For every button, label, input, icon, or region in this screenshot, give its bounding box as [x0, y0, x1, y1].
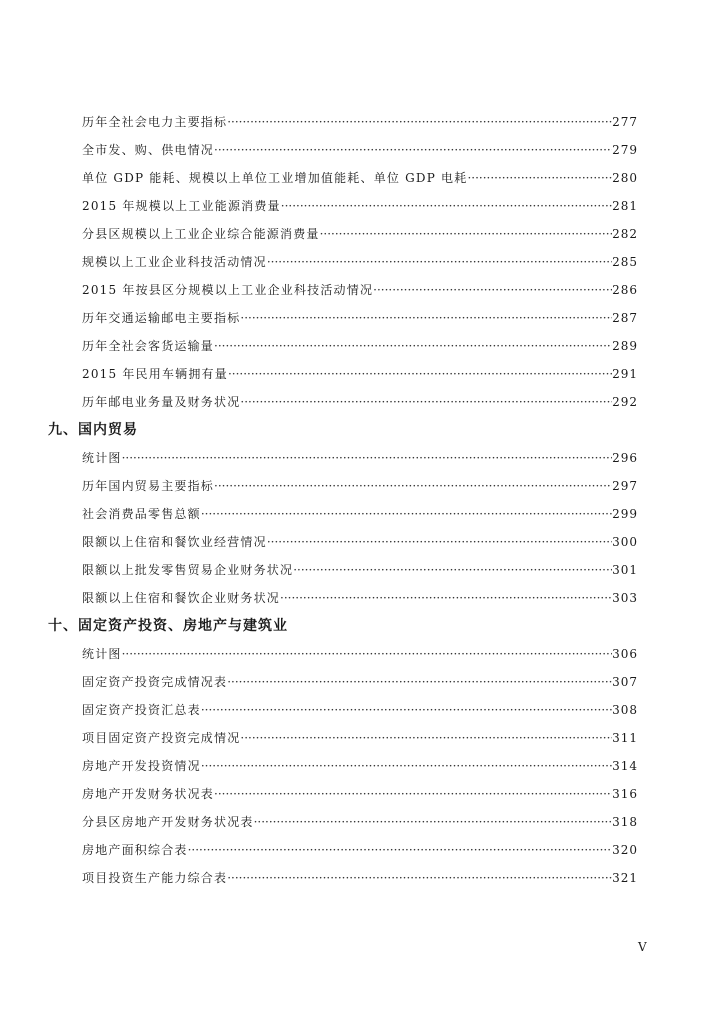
toc-leader-dots [267, 255, 612, 269]
toc-entry-title: 2015 年按县区分规模以上工业企业科技活动情况 [82, 283, 374, 297]
toc-entry-title: 规模以上工业企业科技活动情况 [82, 255, 267, 269]
toc-entry [82, 197, 638, 217]
toc-leader-dots [214, 787, 612, 801]
toc-leader-dots [188, 843, 612, 857]
toc-entry [82, 701, 638, 721]
toc-entry-page: 321 [612, 871, 638, 885]
toc-entry-page: 314 [612, 759, 638, 773]
toc-leader-dots [122, 451, 612, 465]
toc-entry [82, 337, 638, 357]
toc-entry-title: 全市发、购、供电情况 [82, 143, 215, 157]
toc-entry-title: 房地产开发财务状况表 [82, 787, 215, 801]
toc-entry-title: 房地产开发投资情况 [82, 759, 201, 773]
toc-entry [82, 673, 638, 693]
toc-leader-dots [227, 115, 612, 129]
toc-entry-title: 历年国内贸易主要指标 [82, 479, 215, 493]
toc-leader-dots [228, 367, 612, 381]
toc-entry [82, 841, 638, 861]
toc-entry [82, 869, 638, 889]
toc-entry-page: 282 [612, 227, 638, 241]
page-number: V [638, 940, 647, 954]
toc-entry [82, 141, 638, 161]
toc-entry-page: 292 [612, 395, 638, 409]
toc-entry [82, 169, 638, 189]
toc-leader-dots [267, 535, 612, 549]
toc-entry-title: 项目固定资产投资完成情况 [82, 731, 241, 745]
toc-entry-page: 279 [612, 143, 638, 157]
toc-entry-title: 历年全社会客货运输量 [82, 339, 215, 353]
toc-entry-page: 318 [612, 815, 638, 829]
toc-entry [82, 477, 638, 497]
toc-entry-title: 分县区房地产开发财务状况表 [82, 815, 254, 829]
toc-entry [82, 589, 638, 609]
toc-entry-page: 289 [612, 339, 638, 353]
toc-entry [82, 281, 638, 301]
toc-leader-dots [214, 339, 612, 353]
toc-entry-page: 311 [612, 731, 638, 745]
toc-leader-dots [320, 227, 612, 241]
toc-leader-dots [280, 591, 612, 605]
toc-entry-title: 历年邮电业务量及财务状况 [82, 395, 241, 409]
toc-leader-dots [240, 395, 612, 409]
toc-entry-title: 项目投资生产能力综合表 [82, 871, 228, 885]
toc-entry-page: 286 [612, 283, 638, 297]
toc-entry-title: 固定资产投资汇总表 [82, 703, 201, 717]
toc-entry [82, 113, 638, 133]
toc-entry-page: 303 [612, 591, 638, 605]
toc-entry [82, 253, 638, 273]
toc-entry [82, 561, 638, 581]
toc-entry-page: 277 [612, 115, 638, 129]
toc-entry-page: 301 [612, 563, 638, 577]
toc-entry-page: 299 [612, 507, 638, 521]
toc-entry-title: 分县区规模以上工业企业综合能源消费量 [82, 227, 320, 241]
toc-entry-page: 280 [612, 171, 638, 185]
toc-entry-title: 历年交通运输邮电主要指标 [82, 311, 241, 325]
toc-leader-dots [214, 479, 612, 493]
toc-leader-dots [227, 675, 612, 689]
toc-entry-page: 316 [612, 787, 638, 801]
toc-entry-page: 320 [612, 843, 638, 857]
toc-leader-dots [214, 143, 612, 157]
toc-entry [82, 729, 638, 749]
toc-leader-dots [201, 759, 612, 773]
toc-entry-title: 单位 GDP 能耗、规模以上单位工业增加值能耗、单位 GDP 电耗 [82, 171, 468, 185]
toc-entry [82, 533, 638, 553]
toc-entry-page: 306 [612, 647, 638, 661]
toc-entry-page: 308 [612, 703, 638, 717]
toc-entry [82, 785, 638, 805]
section-heading-fixed-assets: 十、固定资产投资、房地产与建筑业 [48, 618, 288, 634]
toc-entry [82, 309, 638, 329]
toc-entry [82, 393, 638, 413]
toc-entry [82, 645, 638, 665]
toc-entry-page: 296 [612, 451, 638, 465]
toc-leader-dots [240, 311, 612, 325]
toc-entry-page: 287 [612, 311, 638, 325]
toc-entry [82, 813, 638, 833]
toc-entry-title: 2015 年民用车辆拥有量 [82, 367, 228, 381]
toc-entry-page: 307 [612, 675, 638, 689]
toc-entry-page: 300 [612, 535, 638, 549]
toc-leader-dots [281, 199, 612, 213]
toc-entry-title: 社会消费品零售总额 [82, 507, 201, 521]
toc-entry-title: 房地产面积综合表 [82, 843, 188, 857]
toc-leader-dots [240, 731, 612, 745]
toc-entry [82, 449, 638, 469]
toc-entry-title: 限额以上住宿和餐饮企业财务状况 [82, 591, 281, 605]
toc-leader-dots [467, 171, 612, 185]
toc-leader-dots [201, 507, 612, 521]
toc-leader-dots [254, 815, 612, 829]
toc-entry-page: 291 [612, 367, 638, 381]
toc-entry-page: 297 [612, 479, 638, 493]
toc-leader-dots [201, 703, 612, 717]
toc-entry-title: 历年全社会电力主要指标 [82, 115, 228, 129]
toc-entry-title: 统计图 [82, 647, 122, 661]
toc-entry [82, 757, 638, 777]
toc-leader-dots [373, 283, 612, 297]
toc-entry-title: 限额以上住宿和餐饮业经营情况 [82, 535, 267, 549]
toc-leader-dots [122, 647, 612, 661]
toc-leader-dots [293, 563, 612, 577]
toc-entry-title: 限额以上批发零售贸易企业财务状况 [82, 563, 294, 577]
toc-entry [82, 505, 638, 525]
toc-entry-page: 281 [612, 199, 638, 213]
toc-entry-title: 统计图 [82, 451, 122, 465]
toc-entry-title: 固定资产投资完成情况表 [82, 675, 228, 689]
toc-entry [82, 225, 638, 245]
toc-entry [82, 365, 638, 385]
toc-leader-dots [227, 871, 612, 885]
toc-entry-page: 285 [612, 255, 638, 269]
section-heading-domestic-trade: 九、国内贸易 [48, 422, 138, 438]
toc-entry-title: 2015 年规模以上工业能源消费量 [82, 199, 281, 213]
